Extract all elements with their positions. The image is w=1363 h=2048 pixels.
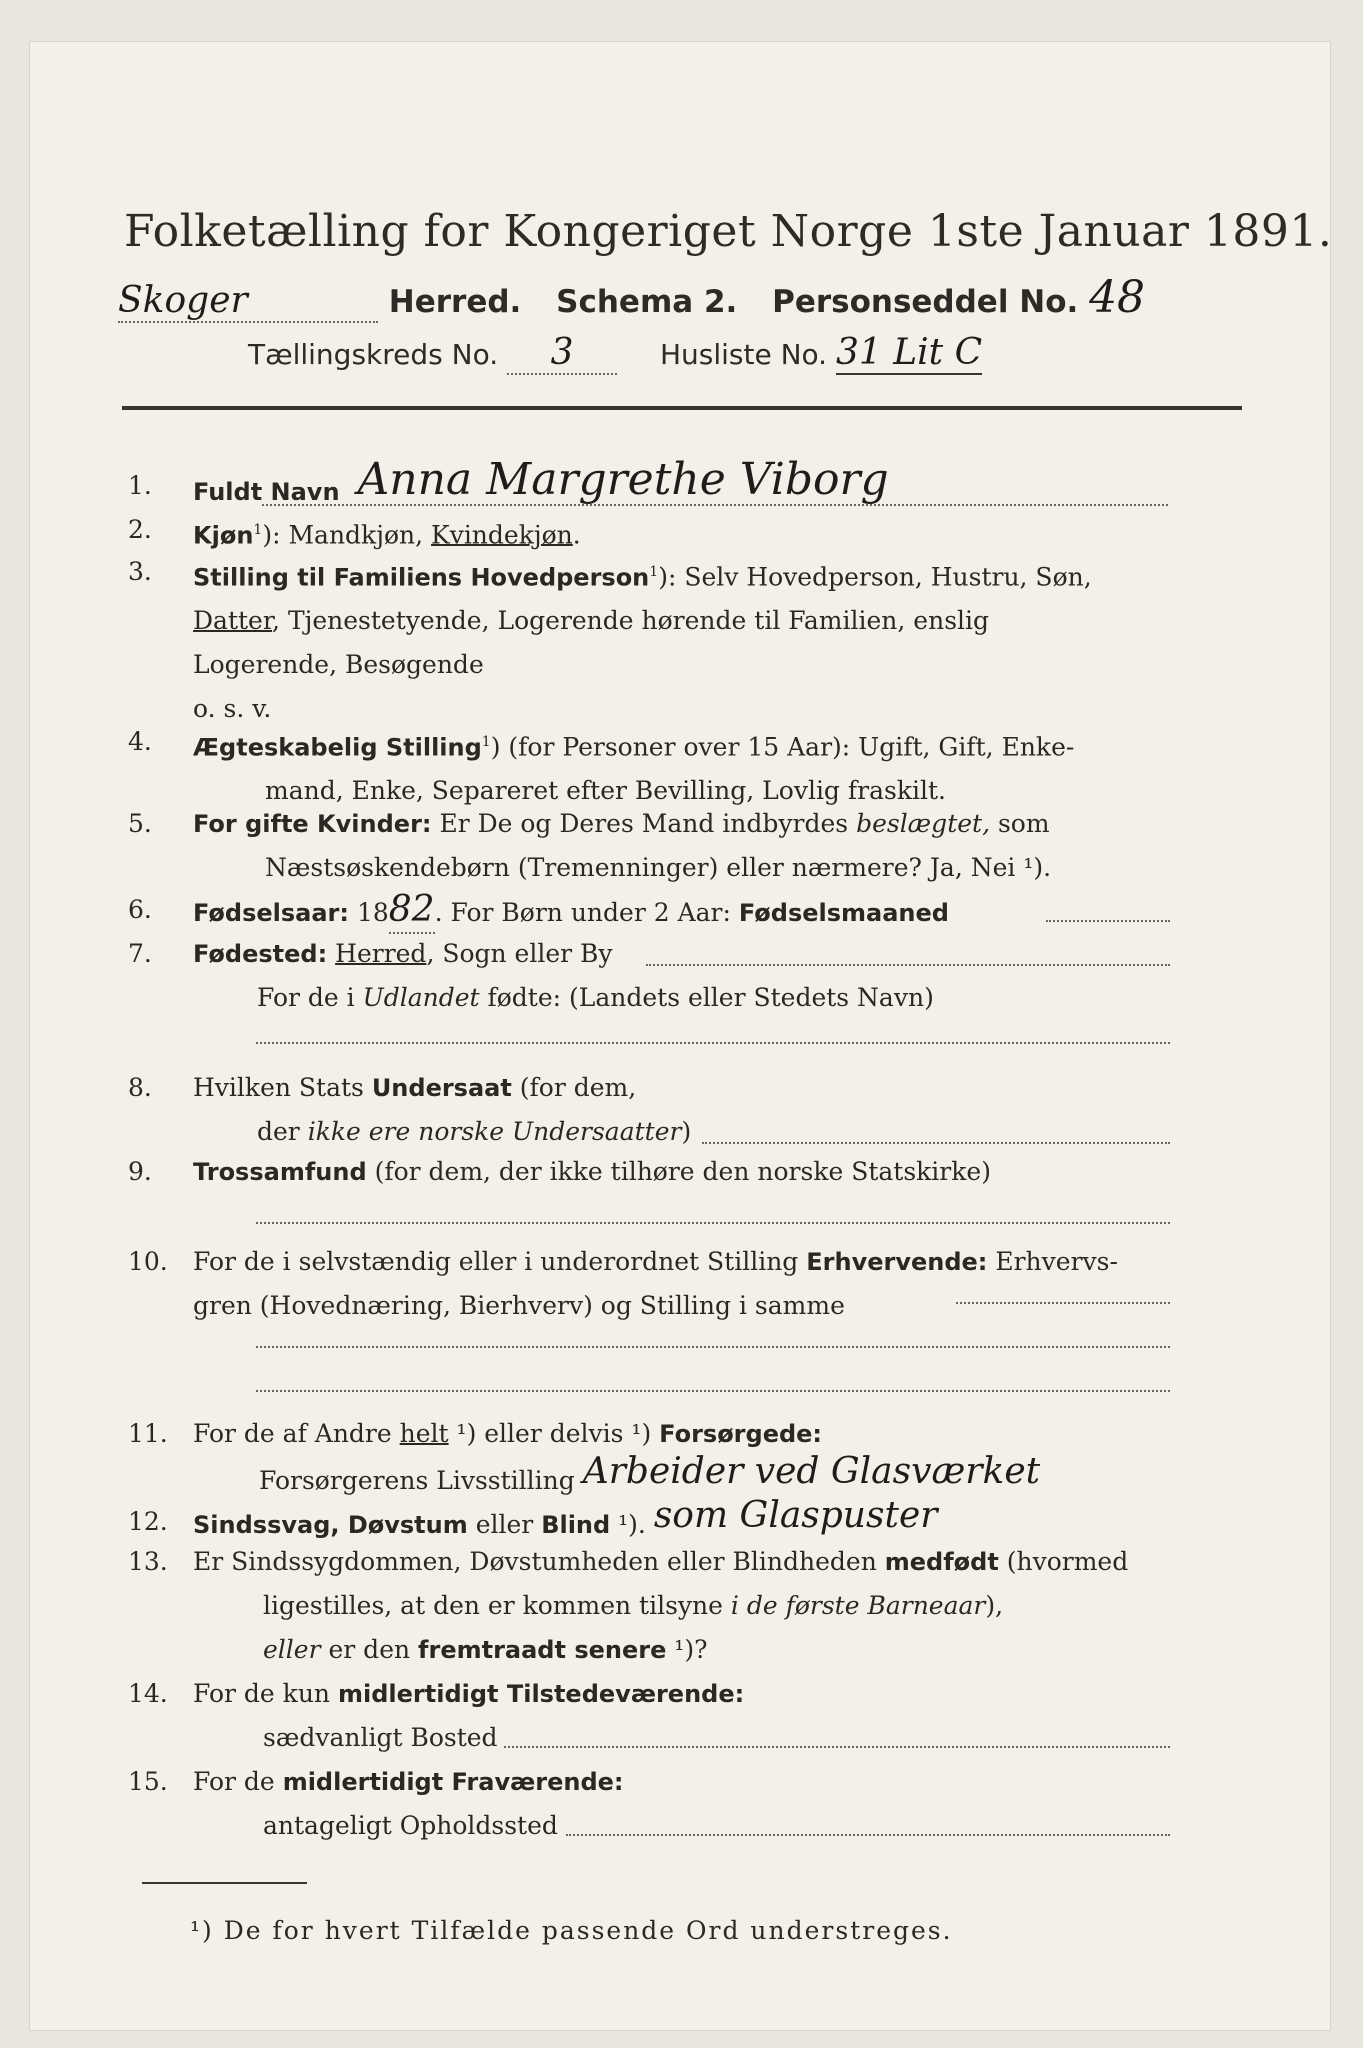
q2-label: Kjøn xyxy=(193,521,254,550)
year-prefix: 18 xyxy=(356,898,389,927)
q3-marked-option: Datter xyxy=(193,606,273,636)
q3-options-2: , Tjenestetyende, Logerende hørende til Familien, enslig xyxy=(272,606,990,636)
q8-text-2b: ) xyxy=(681,1117,692,1146)
husliste-value: 31 Lit C xyxy=(835,332,983,373)
q2-options: ): Mandkjøn, xyxy=(262,520,432,550)
q10-bold: Erhvervende: xyxy=(806,1248,988,1276)
q9-line xyxy=(256,1222,1170,1224)
q3-options-3: Logerende, Besøgende xyxy=(193,650,484,680)
q11-text-b: ¹) eller delvis ¹) xyxy=(448,1419,660,1448)
question-number: 7. xyxy=(128,939,152,968)
q4-options-1: ) (for Personer over 15 Aar): Ugift, Gift, Enke- xyxy=(490,732,1075,762)
q7-line-2 xyxy=(256,1042,1170,1044)
q7-text-italic: Udlandet xyxy=(362,983,480,1012)
q10-line-3 xyxy=(256,1390,1170,1392)
q11-marked-option: helt xyxy=(399,1419,449,1448)
q13-text-3a: er den xyxy=(320,1635,419,1664)
q14-line xyxy=(504,1746,1170,1748)
q14-text-a: For de kun xyxy=(193,1679,338,1708)
q11-text-a: For de af Andre xyxy=(193,1419,400,1448)
q13-bold-2: fremtraadt senere xyxy=(418,1636,667,1664)
q5-label: For gifte Kvinder: xyxy=(193,810,432,838)
q7-label: Fødested: xyxy=(193,940,328,968)
q11-text-2: Forsørgerens Livsstilling xyxy=(259,1466,575,1495)
q13-text-2b: ), xyxy=(985,1591,1004,1620)
birth-year-answer: 82 xyxy=(389,888,435,934)
question-number: 3. xyxy=(128,557,152,586)
herred-row xyxy=(118,272,1145,323)
q15-line xyxy=(566,1834,1170,1836)
question-number: 11. xyxy=(128,1419,168,1448)
kreds-value: 3 xyxy=(507,332,617,375)
question-number: 2. xyxy=(128,515,152,544)
q6-text: . For Børn under 2 Aar: xyxy=(434,898,739,927)
footnote: ¹) De for hvert Tilfælde passende Ord understreges. xyxy=(190,1916,953,1945)
question-number: 14. xyxy=(128,1679,168,1708)
footnote-ref: 1 xyxy=(253,522,263,538)
q15-text-2: antageligt Opholdssted xyxy=(263,1811,558,1840)
q4-label: Ægteskabelig Stilling xyxy=(193,733,482,762)
footnote-divider xyxy=(142,1882,307,1884)
q13-text-a: Er Sindssygdommen, Døvstumheden eller Blindheden xyxy=(193,1547,885,1576)
q5-text-2: Næstsøskendebørn (Tremenninger) eller nærmere? Ja, Nei ¹). xyxy=(265,853,1052,882)
q12-end: ¹). xyxy=(610,1510,646,1539)
q13-italic-2: eller xyxy=(263,1635,321,1664)
footnote-ref: 1 xyxy=(649,564,659,580)
q13-italic: i de første Barneaar xyxy=(730,1591,986,1620)
q13-text-3b: ¹)? xyxy=(666,1635,708,1664)
q12-text: eller xyxy=(467,1510,542,1539)
question-number: 5. xyxy=(128,809,152,838)
q3-label: Stilling til Familiens Hovedperson xyxy=(193,563,650,592)
question-number: 1. xyxy=(128,471,152,500)
q10-text-2: gren (Hovednæring, Bierhverv) og Stilling i samme xyxy=(193,1291,845,1320)
question-number: 15. xyxy=(128,1767,168,1796)
q2-end: . xyxy=(572,520,581,550)
herred-value: Skoger xyxy=(118,280,378,323)
header-divider xyxy=(122,406,1242,410)
q7-marked-option: Herred xyxy=(335,939,427,968)
question-number: 6. xyxy=(128,895,152,924)
q5-text-italic: beslægtet, xyxy=(856,809,991,838)
q6-line xyxy=(1046,920,1170,922)
q5-text-a: Er De og Deres Mand indbyrdes xyxy=(439,809,857,838)
q8-text-italic: ikke ere norske Undersaatter xyxy=(307,1117,682,1146)
q7-text: , Sogn eller By xyxy=(426,939,613,968)
full-name-answer: Anna Margrethe Viborg xyxy=(357,454,889,505)
q14-text-2: sædvanligt Bosted xyxy=(263,1723,498,1752)
q6-label: Fødselsaar: xyxy=(193,899,349,927)
herred-label: Herred. xyxy=(388,284,522,320)
q15-bold: midlertidigt Fraværende: xyxy=(282,1768,624,1796)
q5-text-b: som xyxy=(990,809,1050,838)
q12-answer: som Glaspuster xyxy=(653,1495,938,1536)
q8-bold: Undersaat xyxy=(371,1074,512,1102)
q13-bold: medfødt xyxy=(884,1548,999,1576)
q1-line xyxy=(262,504,1168,506)
q15-text-a: For de xyxy=(193,1767,283,1796)
form-title: Folketælling for Kongeriget Norge 1ste Januar 1891. xyxy=(124,206,1333,257)
q1-label: Fuldt Navn xyxy=(193,478,340,506)
personseddel-label: Personseddel No. xyxy=(772,284,1079,320)
q7-text-2a: For de i xyxy=(257,983,363,1012)
question-number: 10. xyxy=(128,1247,168,1276)
q10-line-2 xyxy=(256,1346,1170,1348)
question-number: 4. xyxy=(128,727,152,756)
q13-text-2a: ligestilles, at den er kommen tilsyne xyxy=(263,1591,731,1620)
q14-bold: midlertidigt Tilstedeværende: xyxy=(337,1680,745,1708)
q9-text: (for dem, der ikke tilhøre den norske Statskirke) xyxy=(366,1157,991,1186)
q6-bold-text: Fødselsmaaned xyxy=(738,899,949,927)
q7-text-2b: fødte: (Landets eller Stedets Navn) xyxy=(479,983,934,1012)
q11-bold: Forsørgede: xyxy=(659,1420,823,1448)
q4-options-2: mand, Enke, Separeret efter Bevilling, Lovlig fraskilt. xyxy=(265,776,946,806)
q8-text-b: (for dem, xyxy=(511,1073,637,1102)
q8-text-a: Hvilken Stats xyxy=(193,1073,372,1102)
schema-label: Schema 2. xyxy=(556,284,738,320)
q2-marked-option: Kvindekjøn xyxy=(431,520,573,550)
q3-options-1: ): Selv Hovedperson, Hustru, Søn, xyxy=(658,562,1092,592)
kreds-label: Tællingskreds No. xyxy=(248,338,499,371)
q12-label-2: Blind xyxy=(541,1511,611,1539)
q12-label: Sindssvag, Døvstum xyxy=(193,1511,468,1539)
q10-line-1 xyxy=(956,1302,1170,1304)
question-number: 8. xyxy=(128,1073,152,1102)
question-number: 13. xyxy=(128,1547,168,1576)
footnote-ref: 1 xyxy=(481,734,491,750)
q10-text-a: For de i selvstændig eller i underordnet Stilling xyxy=(193,1247,807,1276)
q10-text-b: Erhvervs- xyxy=(987,1247,1118,1276)
personseddel-value: 48 xyxy=(1089,272,1146,323)
q3-options-4: o. s. v. xyxy=(193,694,272,724)
question-number: 12. xyxy=(128,1507,168,1536)
q9-label: Trossamfund xyxy=(193,1158,367,1186)
q8-line xyxy=(702,1142,1170,1144)
husliste-label: Husliste No. xyxy=(659,338,828,371)
q7-line-1 xyxy=(646,964,1170,966)
question-number: 9. xyxy=(128,1157,152,1186)
q8-text-2a: der xyxy=(257,1117,308,1146)
kreds-row xyxy=(248,332,982,375)
provider-occupation-answer: Arbeider ved Glasværket xyxy=(582,1451,1041,1492)
q13-text-b: (hvormed xyxy=(998,1547,1129,1576)
